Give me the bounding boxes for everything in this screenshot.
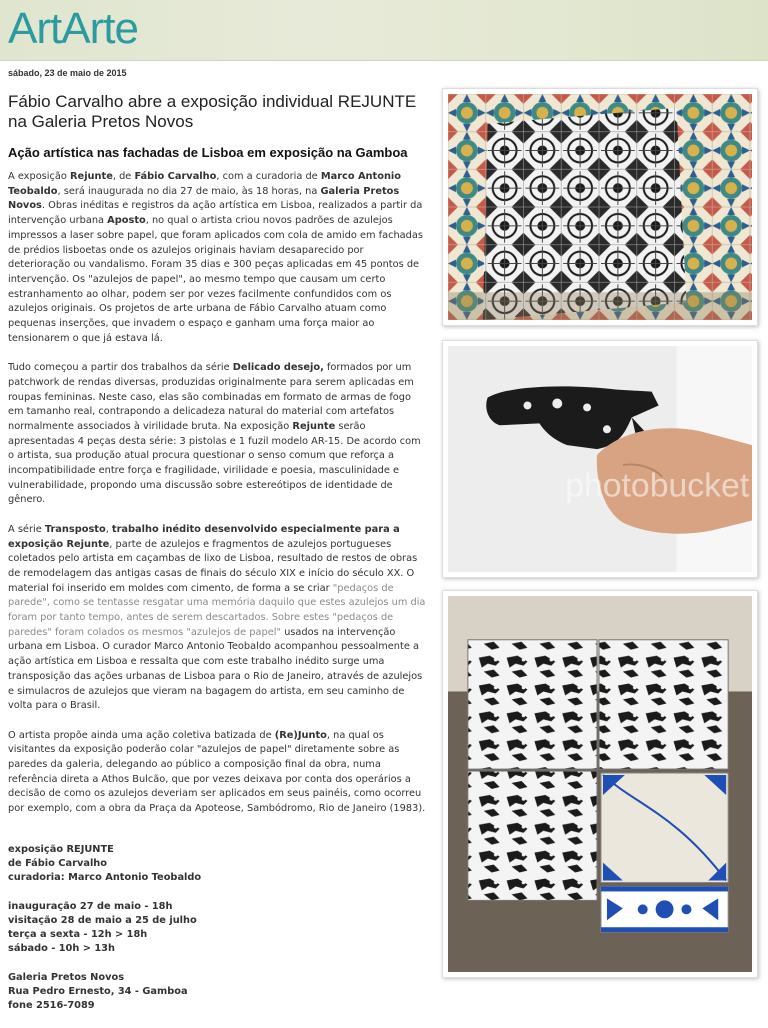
bold-text: trabalho inédito desenvolvido especialmente para a exposição Rejunte (8, 523, 400, 550)
bold-text: Rejunte (70, 171, 113, 182)
info-phone: fone 2516-7089 (8, 1000, 95, 1012)
text-run: O artista propõe ainda uma ação coletiva batizada de (8, 729, 275, 741)
bold-text: Galeria Pretos Novos (8, 185, 400, 212)
text-run: , na qual os visitantes da exposição poderão colar "azulejos de papel" diretamente sobre as paredes da galeria, delegando ao público a composição final da obra, numa referência direta a Athos Bulcão, que por vezes deixava por conta dos operários a decisão de como os azulejos deveriam ser aplicados em seus painéis, como ocorreu por exemplo, com a obra da Praça da Apoteose, Sambódromo, Rio de Janeiro (1983). (8, 729, 426, 815)
text-run: usados na intervenção urbana em Lisboa. O curador Marco Antonio Teobaldo acompanhou pessoalmente a ação artística em Lisboa e ressalta que com este trabalho inédito surge uma transposição das ações urbanas de Lisboa para o Rio de Janeiro, através de azulejos e simulacros de azulejos que vieram na bagagem do artista, em seu caminho de volta para o Brasil. (8, 626, 423, 712)
cement-tiles-image (448, 596, 752, 972)
post-date: sábado, 23 de maio de 2015 (8, 68, 127, 78)
info-curator: curadoria: Marco Antonio Teobaldo (8, 872, 202, 884)
bold-text: (Re)Junto (274, 729, 327, 741)
text-run: , (105, 523, 112, 535)
text-run: serão apresentadas 4 peças desta série: 3 pistolas e 1 fuzil modelo AR-15. De acordo com o artista, sua produção atual procura questionar o senso comum que reforça a incompatibilidade entre força e fragilidade, virilidade e poesia, masculinidade e vulnerabilidade, propondo uma discussão sobre estereótipos de identidade de gênero. (8, 420, 421, 506)
photo-cement-tiles[interactable] (442, 590, 758, 978)
text-run: Tudo começou a partir dos trabalhos da série (8, 362, 233, 374)
info-hours-weekday: terça a sexta - 12h > 18h (8, 929, 148, 941)
azulejo-facade-image (448, 94, 752, 320)
info-address: Rua Pedro Ernesto, 34 - Gamboa (8, 986, 188, 997)
bold-text: Transposto (44, 523, 106, 535)
bold-text: Aposto (107, 215, 146, 227)
text-run: formados por um patchwork de rendas diversas, produzidas originalmente para serem aplicadas em roupas femininas. Neste caso, elas são combinadas em formato de armas de fogo em tamanho real, contrapondo a delicadeza natural do material com artefatos normalmente associados à virilidade bruta. Na exposição (8, 362, 414, 432)
info-hours-saturday: sábado - 10h > 13h (8, 943, 115, 955)
bold-text: Marco Antonio Teobaldo (8, 171, 402, 197)
blog-title[interactable]: ArtArte (8, 4, 138, 53)
info-schedule (8, 900, 428, 957)
text-run: "pedaços de parede", como se tentasse resgatar uma memória daquilo que estes azulejos um dia foram por tanto tempo, antes de serem descartados. Sobre estes "pedaços de paredes" foram colados os mesmos "azulejos de papel" (8, 582, 426, 638)
paragraph-1 (8, 170, 428, 346)
text-run: A exposição (8, 171, 71, 182)
photo-lace-pistol[interactable] (442, 340, 758, 578)
exhibition-info (8, 843, 428, 1028)
info-artist: de Fábio Carvalho (8, 858, 108, 870)
paragraph-3 (8, 523, 428, 714)
post-body (8, 170, 428, 832)
info-venue (8, 971, 428, 1014)
info-opening: inauguração 27 de maio - 18h (8, 900, 173, 912)
bold-text: Delicado desejo, (232, 362, 324, 374)
bold-text: Fábio Carvalho (134, 171, 217, 182)
bold-text: Rejunte (292, 420, 336, 432)
post-subtitle: Ação artística nas fachadas de Lisboa em exposição na Gamboa (8, 145, 408, 160)
text-run: . Obras inéditas e registros da ação artística em Lisboa, realizados a partir da intervenção urbana (8, 200, 423, 227)
text-run: A série (8, 523, 45, 535)
text-run: , será inaugurada no dia 27 de maio, às 18 horas, na (57, 185, 321, 197)
info-gallery: Galeria Pretos Novos (8, 971, 125, 983)
watermark-text: photobucket (565, 466, 750, 505)
info-visitation: visitação 28 de maio a 25 de julho (8, 915, 197, 926)
blog-header (0, 0, 768, 61)
text-run: , com a curadoria de (216, 171, 321, 182)
info-exhibition: exposição REJUNTE (8, 844, 114, 855)
post-title[interactable]: Fábio Carvalho abre a exposição individual REJUNTE na Galeria Pretos Novos (8, 92, 417, 131)
photo-azulejo-facade[interactable] (442, 88, 758, 326)
paragraph-2 (8, 361, 428, 508)
text-run: , parte de azulejos e fragmentos de azulejos portugueses coletados pelo artista em caçambas de lixo de Lisboa, resultado de restos de obras de remodelagem das antigas casas de finais do século XIX e início do século XX. O material foi inserido em moldes com cimento, de forma a se criar (8, 538, 418, 594)
text-run: , no qual o artista criou novos padrões de azulejos impressos a laser sobre papel, que foram aplicados com cola de amido em fachadas de prédios lisboetas onde os azulejos originais haviam desaparecido por deterioração ou vandalismo. Foram 35 dias e 300 peças aplicadas em 45 pontos de intervenção. Os "azulejos de papel", ao mesmo tempo que causam um certo estranhamento ao olhar, podem ser por vezes facilmente confundidos com os azulejos originais. Os projetos de arte urbana de Fábio Carvalho atuam como pequenas inserções, que invadem o espaço e ganham uma força maior ao tensionarem o que já estava lá. (8, 215, 424, 344)
text-run: , de (112, 171, 135, 182)
info-credits (8, 843, 428, 886)
paragraph-4 (8, 729, 428, 817)
lace-pistol-image (448, 346, 752, 572)
